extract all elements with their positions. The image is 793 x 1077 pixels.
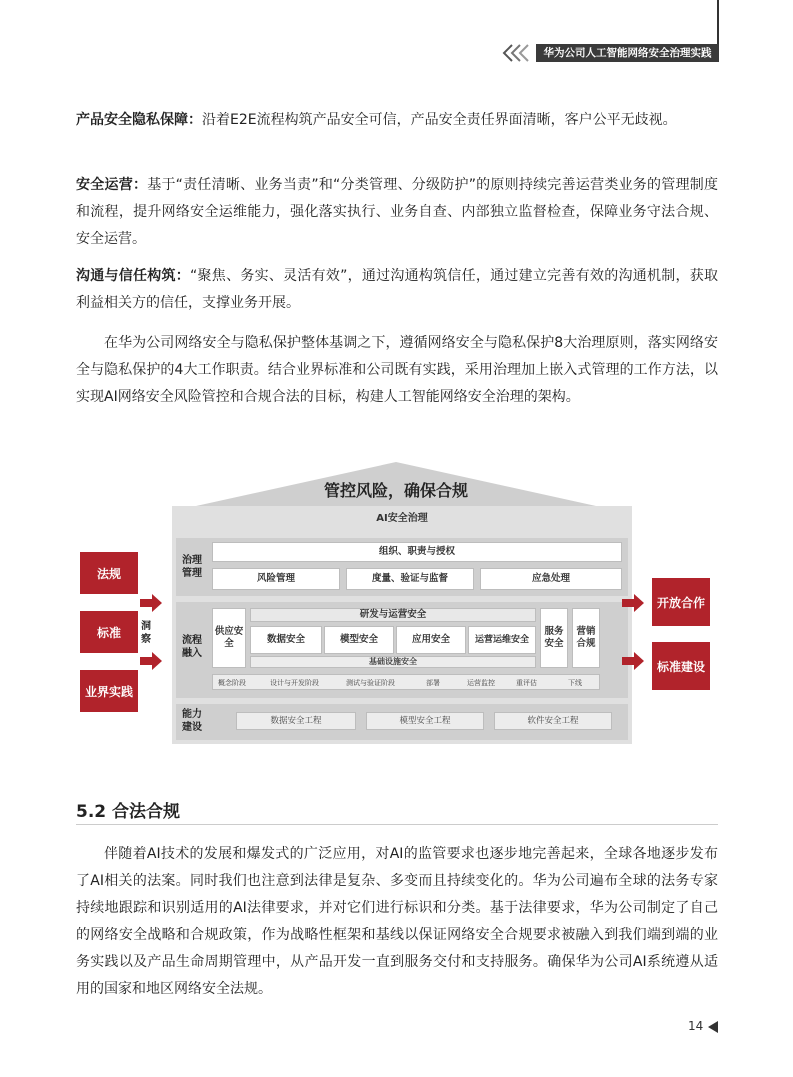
ai-security-governance-diagram [76,458,716,748]
data-security-box: 数据安全 [250,626,322,654]
rd-ops-title-box: 研发与运营安全 [250,608,536,622]
infra-security-box: 基础设施安全 [250,656,536,668]
output-open-cooperation: 开放合作 [652,578,710,626]
paragraph-lead: 沟通与信任构筑： [76,268,191,284]
header-vertical-rule [717,0,719,46]
stage-concept: 概念阶段 [218,679,246,687]
supply-security-box: 供应安全 [212,608,246,668]
paragraph-communication-trust [76,263,718,317]
paragraph-governance-architecture [76,330,718,411]
risk-management-box: 风险管理 [212,568,340,590]
marketing-compliance-box: 营销合规 [572,608,600,668]
header-bar [536,44,719,62]
paragraph-product-privacy [76,107,718,134]
app-security-box: 应用安全 [396,626,466,654]
input-standards: 标准 [80,611,138,653]
governance-label: 治理管理 [182,555,202,579]
stage-deploy: 部署 [426,679,440,687]
input-industry-practice: 业界实践 [80,670,138,712]
model-security-box: 模型安全 [324,626,394,654]
paragraph-text: 基于“责任清晰、业务当责”和“分类管理、分级防护”的原则持续完善运营类业务的管理制度和流程，提升网络安全运维能力，强化落实执行、业务自查、内部独立监督检查，保障业务守法合规、安全运营。 [76,177,719,247]
page-triangle-icon [708,1021,718,1033]
paragraph-security-operations [76,172,718,253]
stage-design-dev: 设计与开发阶段 [270,679,319,687]
page-number: 14 [688,1019,704,1033]
right-arrow-icon [622,594,644,612]
emergency-box: 应急处理 [480,568,622,590]
paragraph-text: “聚焦、务实、灵活有效”，通过沟通构筑信任，通过建立完善有效的沟通机制，获取利益相关方的信任，支撑业务开展。 [76,268,718,311]
section-divider [76,824,718,825]
right-arrow-icon [140,594,162,612]
roof-title: 管控风险，确保合规 [323,481,468,500]
output-standard-building: 标准建设 [652,642,710,690]
process-row [176,602,628,698]
paragraph-text: 在华为公司网络安全与隐私保护整体基调之下，遵循网络安全与隐私保护8大治理原则，落实网络安全与隐私保护的4大工作职责。结合业界标准和公司既有实践，采用治理加上嵌入式管理的工作方法，以实现AI网络安全风险管控和合规合法的目标，构建人工智能网络安全治理的架构。 [76,335,718,405]
capability-label: 能力建设 [182,709,202,733]
capability-row [176,704,628,740]
insight-label: 洞察 [141,621,151,645]
paragraph-text: 伴随着AI技术的发展和爆发式的广泛应用，对AI的监管要求也逐步地完善起来，全球各地逐步发布了AI相关的法案。同时我们也注意到法律是复杂、多变而且持续变化的。华为公司遍布全球的法务专家持续地跟踪和识别适用的AI法律要求，并对它们进行标识和分类。基于法律要求，华为公司制定了自己的网络安全战略和合规政策，作为战略性框架和基线以保证网络安全合规要求被融入到我们端到端的业务实践以及产品生命周期管理中，从产品开发一直到服务交付和支持服务。确保华为公司AI系统遵从适用的国家和地区网络安全法规。 [76,846,718,997]
data-security-engineering-box: 数据安全工程 [236,712,356,730]
model-security-engineering-box: 模型安全工程 [366,712,484,730]
section-title: 5.2 合法合规 [76,802,181,822]
process-label: 流程融入 [182,635,202,659]
input-regulations: 法规 [80,552,138,594]
stage-monitor: 运营监控 [467,679,495,687]
service-security-box: 服务安全 [540,608,568,668]
stage-test: 测试与验证阶段 [346,679,395,687]
software-security-engineering-box: 软件安全工程 [494,712,612,730]
governance-row [176,538,628,596]
stage-reassess: 重评估 [516,679,537,687]
house-title: AI安全治理 [376,513,428,524]
paragraph-lead: 产品安全隐私保障： [76,112,202,128]
section-paragraph [76,841,718,1003]
header-title: 华为公司人工智能网络安全治理实践 [543,47,712,59]
measurement-box: 度量、验证与监督 [346,568,474,590]
right-arrow-icon [622,652,644,670]
org-responsibility-box: 组织、职责与授权 [212,542,622,562]
right-arrow-icon [140,652,162,670]
paragraph-lead: 安全运营： [76,177,148,193]
stage-decommission: 下线 [568,679,582,687]
ops-security-box: 运营运维安全 [468,626,536,654]
paragraph-text: 沿着E2E流程构筑产品安全可信，产品安全责任界面清晰，客户公平无歧视。 [202,112,677,128]
